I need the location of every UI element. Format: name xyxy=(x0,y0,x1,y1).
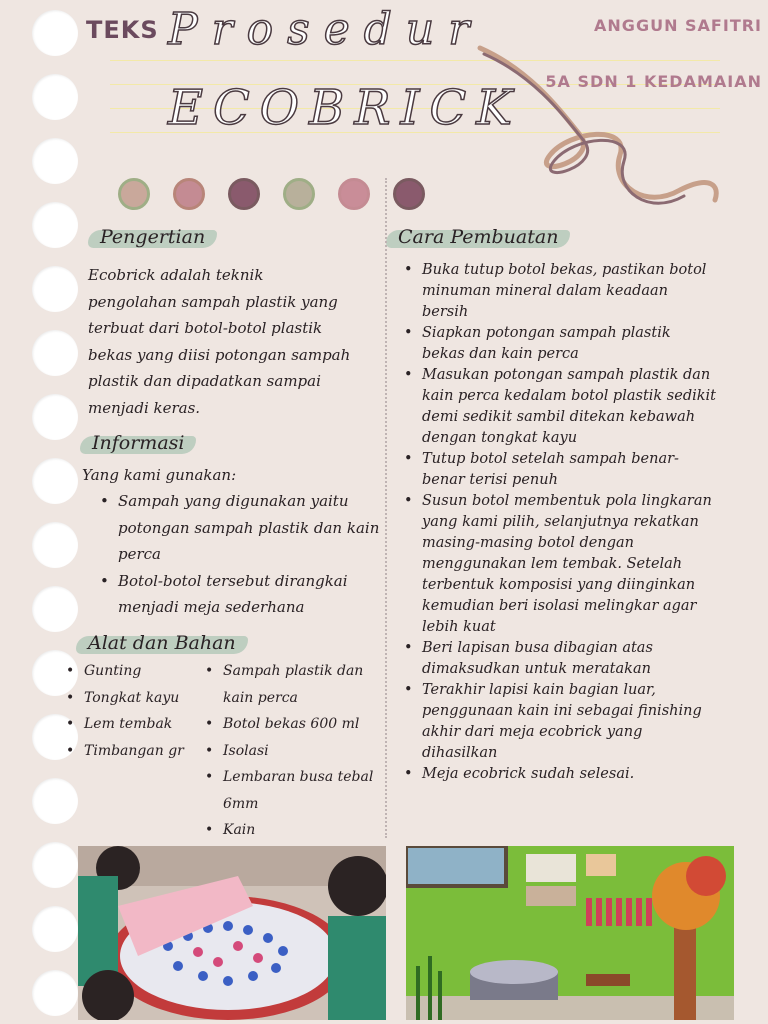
list-item: • Tongkat kayu xyxy=(66,685,206,712)
heading-cara-pembuatan xyxy=(386,224,570,250)
binder-hole xyxy=(32,906,78,952)
photo-classroom-ecobrick-table xyxy=(406,846,734,1020)
binder-hole xyxy=(32,394,78,440)
palette-dot xyxy=(228,178,260,210)
author-name: ANGGUN SAFITRI xyxy=(594,16,762,35)
pengertian-line: pengolahan sampah plastik yang xyxy=(88,292,338,311)
step-item: • Buka tutup botol bekas, pastikan botol minuman mineral dalam keadaan bersih xyxy=(404,260,716,323)
photo-students-making-ecobrick xyxy=(78,846,386,1020)
palette-dot xyxy=(173,178,205,210)
informasi-list xyxy=(100,488,382,621)
palette-dot xyxy=(393,178,425,210)
list-item: • Botol bekas 600 ml xyxy=(205,711,385,738)
binder-hole xyxy=(32,266,78,312)
cara-steps-list xyxy=(404,260,716,785)
step-item: • Masukan potongan sampah plastik dan kain perca kedalam botol plastik sedikit demi sedikit sambil ditekan kebawah dengan tongkat kayu xyxy=(404,365,716,449)
list-item: • Lem tembak xyxy=(66,711,206,738)
binder-hole xyxy=(32,330,78,376)
heading-informasi xyxy=(80,430,196,456)
list-item: • Lembaran busa tebal 6mm xyxy=(205,764,385,817)
alat-list-col2 xyxy=(205,658,385,844)
step-item: • Beri lapisan busa dibagian atas dimaksudkan untuk meratakan xyxy=(404,638,716,680)
pengertian-line: bekas yang diisi potongan sampah xyxy=(88,345,351,364)
title-teks: TEKS xyxy=(86,16,159,44)
list-item: • Kain xyxy=(205,817,385,844)
list-item: • Sampah yang digunakan yaitu potongan sampah plastik dan kain perca xyxy=(100,488,382,568)
heading-alat-dan-bahan xyxy=(76,630,248,656)
step-item: • Terakhir lapisi kain bagian luar, penggunaan kain ini sebagai finishing akhir dari meja ecobrick yang dihasilkan xyxy=(404,680,716,764)
title-prosedur: Prosedur xyxy=(168,4,484,55)
pengertian-text xyxy=(88,262,383,421)
binder-hole xyxy=(32,10,78,56)
list-item: • Isolasi xyxy=(205,738,385,765)
binder-hole xyxy=(32,586,78,632)
informasi-intro: Yang kami gunakan: xyxy=(82,466,237,484)
pengertian-line: Ecobrick adalah teknik xyxy=(88,266,264,284)
palette-dot xyxy=(338,178,370,210)
pengertian-line: terbuat dari botol-botol plastik xyxy=(88,319,323,337)
binder-hole xyxy=(32,778,78,824)
title-ecobrick: ECOBRICK xyxy=(168,80,523,136)
list-item: • Gunting xyxy=(66,658,206,685)
heading-alat-label: Alat dan Bahan xyxy=(88,632,236,654)
binder-hole xyxy=(32,202,78,248)
step-item: • Meja ecobrick sudah selesai. xyxy=(404,764,716,785)
binder-hole xyxy=(32,138,78,184)
pengertian-line: plastik dan dipadatkan sampai xyxy=(88,372,321,390)
binder-hole xyxy=(32,74,78,120)
palette-dot xyxy=(283,178,315,210)
palette-dot xyxy=(118,178,150,210)
list-item: • Botol-botol tersebut dirangkai menjadi meja sederhana xyxy=(100,568,382,621)
step-item: • Susun botol membentuk pola lingkaran yang kami pilih, selanjutnya rekatkan masing-masing botol dengan menggunakan lem tembak. Setelah terbentuk komposisi yang diinginkan kemudian beri isolasi melingkar agar lebih kuat xyxy=(404,491,716,638)
alat-list-col1 xyxy=(66,658,206,764)
column-divider xyxy=(385,178,387,838)
step-item: • Tutup botol setelah sampah benar-benar terisi penuh xyxy=(404,449,716,491)
heading-pengertian-label: Pengertian xyxy=(100,226,206,248)
binder-hole xyxy=(32,970,78,1016)
heading-pengertian xyxy=(88,224,217,250)
heading-cara-label: Cara Pembuatan xyxy=(398,226,559,248)
heading-informasi-label: Informasi xyxy=(92,432,185,454)
step-item: • Siapkan potongan sampah plastik bekas dan kain perca xyxy=(404,323,716,365)
binder-hole xyxy=(32,842,78,888)
school-class: 5A SDN 1 KEDAMAIAN xyxy=(545,72,762,91)
binder-hole xyxy=(32,458,78,504)
list-item: • Timbangan gr xyxy=(66,738,206,765)
binder-hole xyxy=(32,522,78,568)
ribbon-squiggle-decoration xyxy=(470,40,730,230)
pengertian-line: menjadi keras. xyxy=(88,398,201,417)
list-item: • Sampah plastik dan kain perca xyxy=(205,658,385,711)
